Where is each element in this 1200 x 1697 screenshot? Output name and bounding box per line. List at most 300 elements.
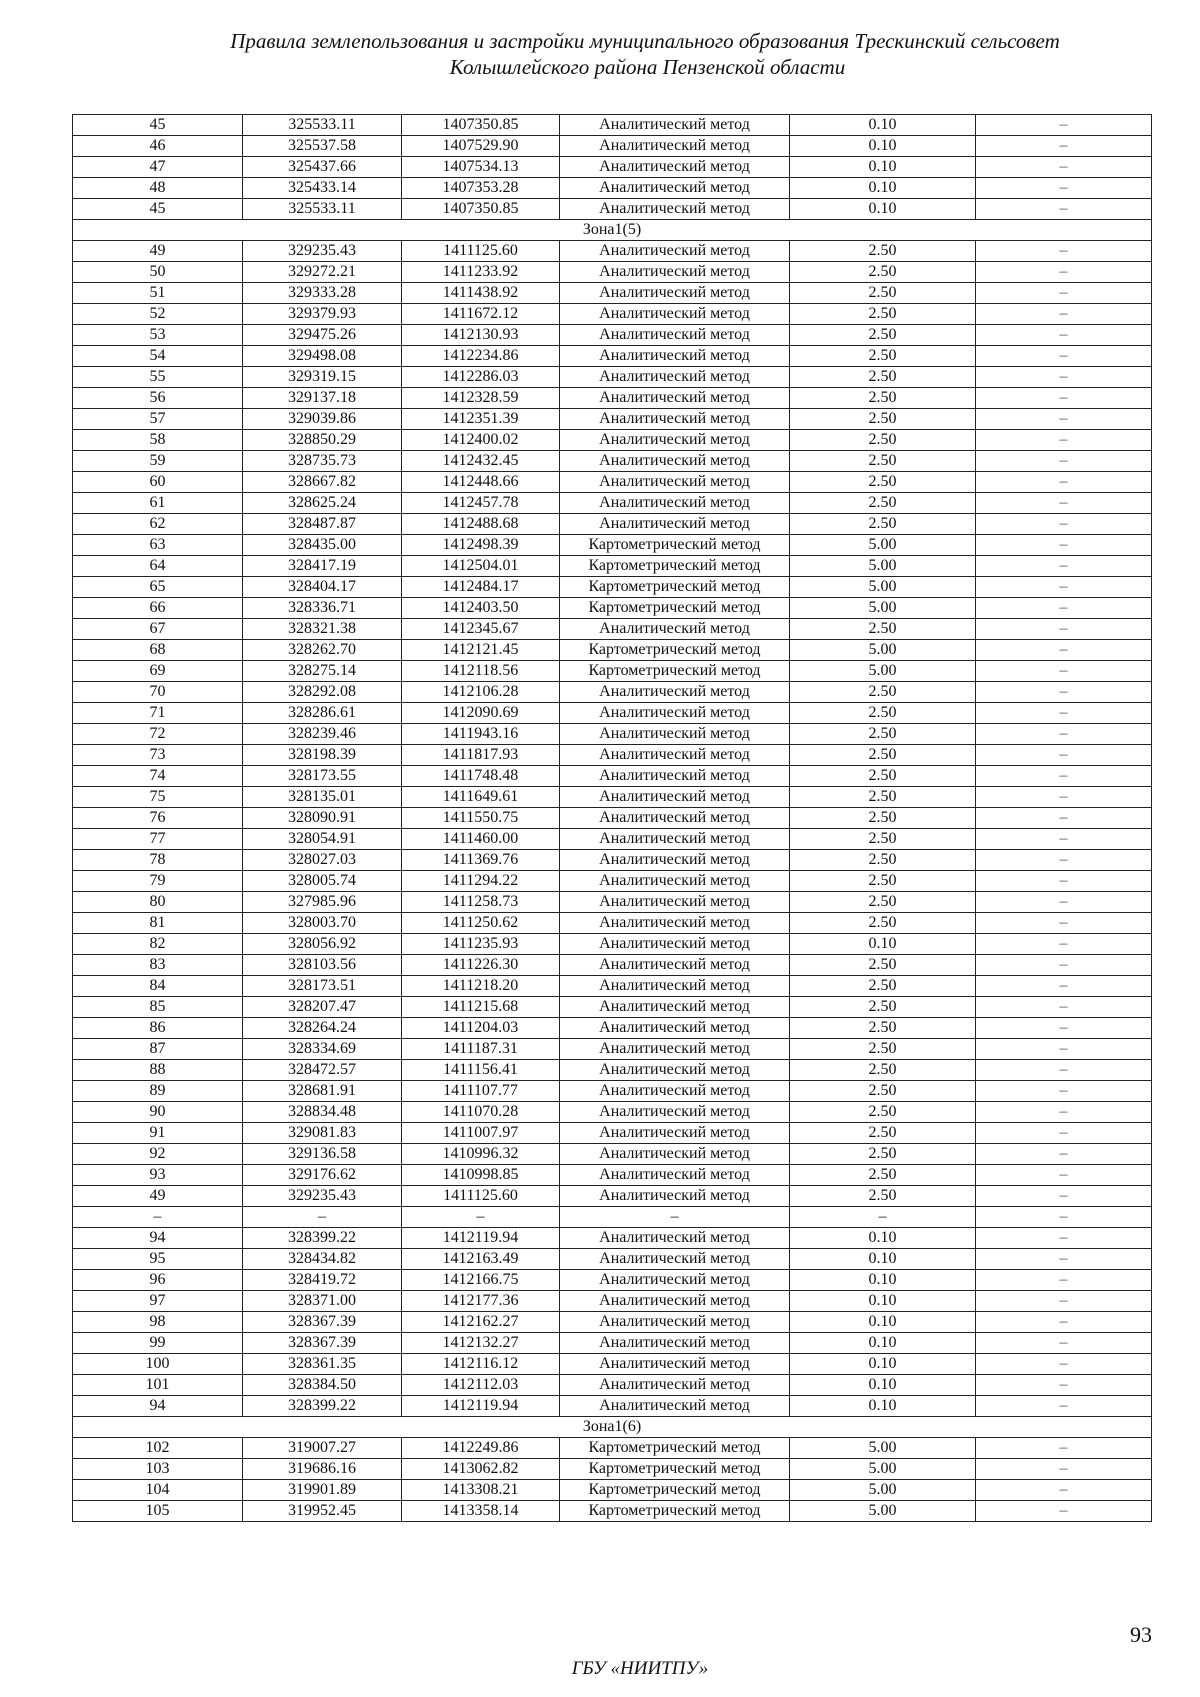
point-number-cell: 97 <box>73 1291 243 1312</box>
accuracy-cell: 2.50 <box>790 346 976 367</box>
description-cell: – <box>976 1249 1152 1270</box>
method-cell: Аналитический метод <box>560 283 790 304</box>
description-cell: – <box>976 724 1152 745</box>
accuracy-cell: 5.00 <box>790 556 976 577</box>
x-coordinate-cell: 328286.61 <box>243 703 402 724</box>
x-coordinate-cell: 328239.46 <box>243 724 402 745</box>
x-coordinate-cell: 328681.91 <box>243 1081 402 1102</box>
table-row <box>73 1060 1152 1081</box>
description-cell: – <box>976 976 1152 997</box>
table-row <box>73 535 1152 556</box>
description-cell: – <box>976 1501 1152 1522</box>
description-cell: – <box>976 325 1152 346</box>
point-number-cell: 67 <box>73 619 243 640</box>
method-cell: Аналитический метод <box>560 1354 790 1375</box>
accuracy-cell: 2.50 <box>790 493 976 514</box>
table-row <box>73 1459 1152 1480</box>
y-coordinate-cell: 1411156.41 <box>402 1060 560 1081</box>
accuracy-cell: 2.50 <box>790 409 976 430</box>
table-row <box>73 1501 1152 1522</box>
description-cell: – <box>976 1060 1152 1081</box>
method-cell: Аналитический метод <box>560 1375 790 1396</box>
table-row <box>73 1312 1152 1333</box>
point-number-cell: 89 <box>73 1081 243 1102</box>
y-coordinate-cell: 1410996.32 <box>402 1144 560 1165</box>
y-coordinate-cell: 1412498.39 <box>402 535 560 556</box>
point-number-cell: 85 <box>73 997 243 1018</box>
point-number-cell: 88 <box>73 1060 243 1081</box>
method-cell: Картометрический метод <box>560 661 790 682</box>
table-row <box>73 1354 1152 1375</box>
description-cell: – <box>976 493 1152 514</box>
table-row <box>73 1144 1152 1165</box>
accuracy-cell: – <box>790 1207 976 1228</box>
x-coordinate-cell: 325533.11 <box>243 115 402 136</box>
point-number-cell: 104 <box>73 1480 243 1501</box>
accuracy-cell: 2.50 <box>790 1102 976 1123</box>
table-row <box>73 1375 1152 1396</box>
table-row <box>73 304 1152 325</box>
point-number-cell: 94 <box>73 1228 243 1249</box>
method-cell: Картометрический метод <box>560 1459 790 1480</box>
method-cell: Аналитический метод <box>560 388 790 409</box>
table-row <box>73 1480 1152 1501</box>
accuracy-cell: 2.50 <box>790 325 976 346</box>
y-coordinate-cell: 1411460.00 <box>402 829 560 850</box>
point-number-cell: 54 <box>73 346 243 367</box>
method-cell: Аналитический метод <box>560 1081 790 1102</box>
table-row <box>73 1081 1152 1102</box>
accuracy-cell: 2.50 <box>790 787 976 808</box>
table-row <box>73 913 1152 934</box>
method-cell: Аналитический метод <box>560 325 790 346</box>
table-row <box>73 997 1152 1018</box>
method-cell: Аналитический метод <box>560 367 790 388</box>
x-coordinate-cell: 328487.87 <box>243 514 402 535</box>
table-row <box>73 1186 1152 1207</box>
accuracy-cell: 0.10 <box>790 1228 976 1249</box>
method-cell: Аналитический метод <box>560 913 790 934</box>
accuracy-cell: 0.10 <box>790 1396 976 1417</box>
method-cell: Аналитический метод <box>560 745 790 766</box>
x-coordinate-cell: 328834.48 <box>243 1102 402 1123</box>
accuracy-cell: 2.50 <box>790 1186 976 1207</box>
method-cell: Аналитический метод <box>560 871 790 892</box>
point-number-cell: 45 <box>73 199 243 220</box>
point-number-cell: 52 <box>73 304 243 325</box>
method-cell: Аналитический метод <box>560 1060 790 1081</box>
y-coordinate-cell: 1411550.75 <box>402 808 560 829</box>
point-number-cell: 48 <box>73 178 243 199</box>
point-number-cell: 103 <box>73 1459 243 1480</box>
point-number-cell: 45 <box>73 115 243 136</box>
method-cell: Аналитический метод <box>560 1396 790 1417</box>
table-row <box>73 1396 1152 1417</box>
description-cell: – <box>976 157 1152 178</box>
description-cell: – <box>976 619 1152 640</box>
point-number-cell: 60 <box>73 472 243 493</box>
point-number-cell: 57 <box>73 409 243 430</box>
accuracy-cell: 0.10 <box>790 1291 976 1312</box>
table-row <box>73 745 1152 766</box>
y-coordinate-cell: 1411235.93 <box>402 934 560 955</box>
accuracy-cell: 2.50 <box>790 892 976 913</box>
point-number-cell: 83 <box>73 955 243 976</box>
description-cell: – <box>976 1375 1152 1396</box>
point-number-cell: 98 <box>73 1312 243 1333</box>
method-cell: Аналитический метод <box>560 241 790 262</box>
method-cell: Картометрический метод <box>560 556 790 577</box>
method-cell: Аналитический метод <box>560 451 790 472</box>
point-number-cell: 84 <box>73 976 243 997</box>
method-cell: Картометрический метод <box>560 1480 790 1501</box>
accuracy-cell: 0.10 <box>790 178 976 199</box>
point-number-cell: 69 <box>73 661 243 682</box>
accuracy-cell: 2.50 <box>790 367 976 388</box>
accuracy-cell: 0.10 <box>790 115 976 136</box>
point-number-cell: 81 <box>73 913 243 934</box>
accuracy-cell: 2.50 <box>790 724 976 745</box>
description-cell: – <box>976 472 1152 493</box>
method-cell: Картометрический метод <box>560 535 790 556</box>
point-number-cell: 101 <box>73 1375 243 1396</box>
y-coordinate-cell: 1407534.13 <box>402 157 560 178</box>
table-row <box>73 682 1152 703</box>
table-row <box>73 850 1152 871</box>
accuracy-cell: 2.50 <box>790 955 976 976</box>
description-cell: – <box>976 1039 1152 1060</box>
table-row <box>73 514 1152 535</box>
table-row <box>73 115 1152 136</box>
accuracy-cell: 5.00 <box>790 640 976 661</box>
x-coordinate-cell: 329498.08 <box>243 346 402 367</box>
y-coordinate-cell: 1407353.28 <box>402 178 560 199</box>
point-number-cell: 93 <box>73 1165 243 1186</box>
accuracy-cell: 2.50 <box>790 766 976 787</box>
page-number: 93 <box>1130 1622 1152 1647</box>
table-row <box>73 976 1152 997</box>
accuracy-cell: 2.50 <box>790 1144 976 1165</box>
table-row <box>73 661 1152 682</box>
description-cell: – <box>976 262 1152 283</box>
table-row <box>73 199 1152 220</box>
point-number-cell: 58 <box>73 430 243 451</box>
x-coordinate-cell: 328275.14 <box>243 661 402 682</box>
y-coordinate-cell: 1412286.03 <box>402 367 560 388</box>
y-coordinate-cell: 1411369.76 <box>402 850 560 871</box>
x-coordinate-cell: 328173.55 <box>243 766 402 787</box>
method-cell: Аналитический метод <box>560 955 790 976</box>
table-row <box>73 892 1152 913</box>
method-cell: Аналитический метод <box>560 304 790 325</box>
y-coordinate-cell: 1411125.60 <box>402 241 560 262</box>
description-cell: – <box>976 1291 1152 1312</box>
method-cell: Аналитический метод <box>560 1270 790 1291</box>
y-coordinate-cell: 1407529.90 <box>402 136 560 157</box>
x-coordinate-cell: 325533.11 <box>243 199 402 220</box>
table-row <box>73 1165 1152 1186</box>
accuracy-cell: 2.50 <box>790 451 976 472</box>
method-cell: Аналитический метод <box>560 934 790 955</box>
y-coordinate-cell: 1412166.75 <box>402 1270 560 1291</box>
accuracy-cell: 2.50 <box>790 913 976 934</box>
accuracy-cell: 5.00 <box>790 1438 976 1459</box>
y-coordinate-cell: 1411438.92 <box>402 283 560 304</box>
accuracy-cell: 0.10 <box>790 1312 976 1333</box>
x-coordinate-cell: 329235.43 <box>243 1186 402 1207</box>
y-coordinate-cell: 1411226.30 <box>402 955 560 976</box>
description-cell: – <box>976 199 1152 220</box>
table-row <box>73 178 1152 199</box>
table-row <box>73 1333 1152 1354</box>
y-coordinate-cell: 1412484.17 <box>402 577 560 598</box>
method-cell: Аналитический метод <box>560 430 790 451</box>
point-number-cell: 55 <box>73 367 243 388</box>
y-coordinate-cell: 1412448.66 <box>402 472 560 493</box>
point-number-cell: 68 <box>73 640 243 661</box>
x-coordinate-cell: 329475.26 <box>243 325 402 346</box>
description-cell: – <box>976 682 1152 703</box>
description-cell: – <box>976 997 1152 1018</box>
point-number-cell: 105 <box>73 1501 243 1522</box>
x-coordinate-cell: 328367.39 <box>243 1333 402 1354</box>
accuracy-cell: 0.10 <box>790 934 976 955</box>
table-row <box>73 346 1152 367</box>
method-cell: Аналитический метод <box>560 493 790 514</box>
point-number-cell: 91 <box>73 1123 243 1144</box>
accuracy-cell: 2.50 <box>790 619 976 640</box>
point-number-cell: 82 <box>73 934 243 955</box>
method-cell: – <box>560 1207 790 1228</box>
accuracy-cell: 2.50 <box>790 808 976 829</box>
description-cell: – <box>976 514 1152 535</box>
x-coordinate-cell: 328417.19 <box>243 556 402 577</box>
y-coordinate-cell: 1412177.36 <box>402 1291 560 1312</box>
description-cell: – <box>976 871 1152 892</box>
y-coordinate-cell: 1412432.45 <box>402 451 560 472</box>
y-coordinate-cell: 1413062.82 <box>402 1459 560 1480</box>
accuracy-cell: 0.10 <box>790 1333 976 1354</box>
zone-header-row <box>73 1417 1152 1438</box>
x-coordinate-cell: 319007.27 <box>243 1438 402 1459</box>
method-cell: Аналитический метод <box>560 136 790 157</box>
point-number-cell: 92 <box>73 1144 243 1165</box>
y-coordinate-cell: 1411107.77 <box>402 1081 560 1102</box>
point-number-cell: 51 <box>73 283 243 304</box>
description-cell: – <box>976 1312 1152 1333</box>
point-number-cell: 49 <box>73 1186 243 1207</box>
table-row <box>73 136 1152 157</box>
method-cell: Аналитический метод <box>560 724 790 745</box>
y-coordinate-cell: 1411672.12 <box>402 304 560 325</box>
y-coordinate-cell: 1411125.60 <box>402 1186 560 1207</box>
point-number-cell: 59 <box>73 451 243 472</box>
x-coordinate-cell: – <box>243 1207 402 1228</box>
description-cell: – <box>976 367 1152 388</box>
accuracy-cell: 5.00 <box>790 1501 976 1522</box>
y-coordinate-cell: 1407350.85 <box>402 199 560 220</box>
table-row <box>73 766 1152 787</box>
x-coordinate-cell: 328054.91 <box>243 829 402 850</box>
x-coordinate-cell: 328056.92 <box>243 934 402 955</box>
table-row <box>73 430 1152 451</box>
x-coordinate-cell: 328321.38 <box>243 619 402 640</box>
point-number-cell: 64 <box>73 556 243 577</box>
x-coordinate-cell: 328262.70 <box>243 640 402 661</box>
table-row <box>73 1039 1152 1060</box>
accuracy-cell: 2.50 <box>790 430 976 451</box>
accuracy-cell: 2.50 <box>790 1018 976 1039</box>
method-cell: Аналитический метод <box>560 409 790 430</box>
x-coordinate-cell: 328667.82 <box>243 472 402 493</box>
accuracy-cell: 0.10 <box>790 157 976 178</box>
method-cell: Аналитический метод <box>560 976 790 997</box>
point-number-cell: 72 <box>73 724 243 745</box>
description-cell: – <box>976 1459 1152 1480</box>
accuracy-cell: 0.10 <box>790 1375 976 1396</box>
x-coordinate-cell: 328334.69 <box>243 1039 402 1060</box>
table-row <box>73 472 1152 493</box>
accuracy-cell: 5.00 <box>790 577 976 598</box>
x-coordinate-cell: 328625.24 <box>243 493 402 514</box>
coordinates-table-body <box>73 115 1152 1522</box>
table-row <box>73 619 1152 640</box>
point-number-cell: 96 <box>73 1270 243 1291</box>
method-cell: Картометрический метод <box>560 640 790 661</box>
method-cell: Картометрический метод <box>560 577 790 598</box>
method-cell: Аналитический метод <box>560 262 790 283</box>
table-row <box>73 451 1152 472</box>
description-cell: – <box>976 766 1152 787</box>
x-coordinate-cell: 328103.56 <box>243 955 402 976</box>
x-coordinate-cell: 328399.22 <box>243 1396 402 1417</box>
point-number-cell: 94 <box>73 1396 243 1417</box>
method-cell: Аналитический метод <box>560 1333 790 1354</box>
method-cell: Аналитический метод <box>560 1165 790 1186</box>
y-coordinate-cell: 1411204.03 <box>402 1018 560 1039</box>
x-coordinate-cell: 325433.14 <box>243 178 402 199</box>
y-coordinate-cell: 1411943.16 <box>402 724 560 745</box>
point-number-cell: 56 <box>73 388 243 409</box>
method-cell: Аналитический метод <box>560 1039 790 1060</box>
accuracy-cell: 0.10 <box>790 1249 976 1270</box>
method-cell: Аналитический метод <box>560 1291 790 1312</box>
description-cell: – <box>976 1123 1152 1144</box>
point-number-cell: 75 <box>73 787 243 808</box>
method-cell: Аналитический метод <box>560 1123 790 1144</box>
method-cell: Аналитический метод <box>560 157 790 178</box>
y-coordinate-cell: 1411250.62 <box>402 913 560 934</box>
accuracy-cell: 2.50 <box>790 1123 976 1144</box>
y-coordinate-cell: 1411215.68 <box>402 997 560 1018</box>
y-coordinate-cell: 1411218.20 <box>402 976 560 997</box>
point-number-cell: 65 <box>73 577 243 598</box>
y-coordinate-cell: 1413308.21 <box>402 1480 560 1501</box>
description-cell: – <box>976 787 1152 808</box>
description-cell: – <box>976 1144 1152 1165</box>
table-row <box>73 556 1152 577</box>
description-cell: – <box>976 115 1152 136</box>
accuracy-cell: 5.00 <box>790 1459 976 1480</box>
y-coordinate-cell: 1412249.86 <box>402 1438 560 1459</box>
x-coordinate-cell: 329176.62 <box>243 1165 402 1186</box>
method-cell: Аналитический метод <box>560 1144 790 1165</box>
x-coordinate-cell: 329333.28 <box>243 283 402 304</box>
method-cell: Аналитический метод <box>560 1249 790 1270</box>
x-coordinate-cell: 327985.96 <box>243 892 402 913</box>
x-coordinate-cell: 328367.39 <box>243 1312 402 1333</box>
y-coordinate-cell: 1412504.01 <box>402 556 560 577</box>
y-coordinate-cell: 1412345.67 <box>402 619 560 640</box>
table-row <box>73 262 1152 283</box>
x-coordinate-cell: 328207.47 <box>243 997 402 1018</box>
point-number-cell: 61 <box>73 493 243 514</box>
y-coordinate-cell: 1412112.03 <box>402 1375 560 1396</box>
method-cell: Аналитический метод <box>560 199 790 220</box>
accuracy-cell: 2.50 <box>790 682 976 703</box>
header-line-2: Колышлейского района Пензенской области <box>449 55 846 79</box>
table-row <box>73 703 1152 724</box>
description-cell: – <box>976 388 1152 409</box>
method-cell: Картометрический метод <box>560 1438 790 1459</box>
accuracy-cell: 5.00 <box>790 661 976 682</box>
description-cell: – <box>976 304 1152 325</box>
description-cell: – <box>976 1018 1152 1039</box>
table-row <box>73 808 1152 829</box>
accuracy-cell: 2.50 <box>790 304 976 325</box>
description-cell: – <box>976 661 1152 682</box>
method-cell: Аналитический метод <box>560 346 790 367</box>
description-cell: – <box>976 1396 1152 1417</box>
accuracy-cell: 5.00 <box>790 535 976 556</box>
coordinates-table <box>72 114 1152 1522</box>
description-cell: – <box>976 850 1152 871</box>
y-coordinate-cell: 1412119.94 <box>402 1228 560 1249</box>
y-coordinate-cell: 1411748.48 <box>402 766 560 787</box>
point-number-cell: 78 <box>73 850 243 871</box>
description-cell: – <box>976 1228 1152 1249</box>
x-coordinate-cell: 328090.91 <box>243 808 402 829</box>
x-coordinate-cell: 329081.83 <box>243 1123 402 1144</box>
x-coordinate-cell: 328850.29 <box>243 430 402 451</box>
method-cell: Аналитический метод <box>560 682 790 703</box>
accuracy-cell: 5.00 <box>790 598 976 619</box>
x-coordinate-cell: 328336.71 <box>243 598 402 619</box>
y-coordinate-cell: 1407350.85 <box>402 115 560 136</box>
table-row <box>73 367 1152 388</box>
method-cell: Аналитический метод <box>560 787 790 808</box>
table-row <box>73 598 1152 619</box>
x-coordinate-cell: 328198.39 <box>243 745 402 766</box>
accuracy-cell: 2.50 <box>790 514 976 535</box>
page-header <box>0 28 1200 80</box>
description-cell: – <box>976 241 1152 262</box>
description-cell: – <box>976 913 1152 934</box>
description-cell: – <box>976 1333 1152 1354</box>
point-number-cell: 76 <box>73 808 243 829</box>
point-number-cell: 70 <box>73 682 243 703</box>
point-number-cell: 102 <box>73 1438 243 1459</box>
x-coordinate-cell: 325437.66 <box>243 157 402 178</box>
description-cell: – <box>976 409 1152 430</box>
y-coordinate-cell: 1412163.49 <box>402 1249 560 1270</box>
accuracy-cell: 0.10 <box>790 136 976 157</box>
y-coordinate-cell: 1412130.93 <box>402 325 560 346</box>
accuracy-cell: 2.50 <box>790 745 976 766</box>
description-cell: – <box>976 892 1152 913</box>
y-coordinate-cell: 1412234.86 <box>402 346 560 367</box>
table-row <box>73 1291 1152 1312</box>
